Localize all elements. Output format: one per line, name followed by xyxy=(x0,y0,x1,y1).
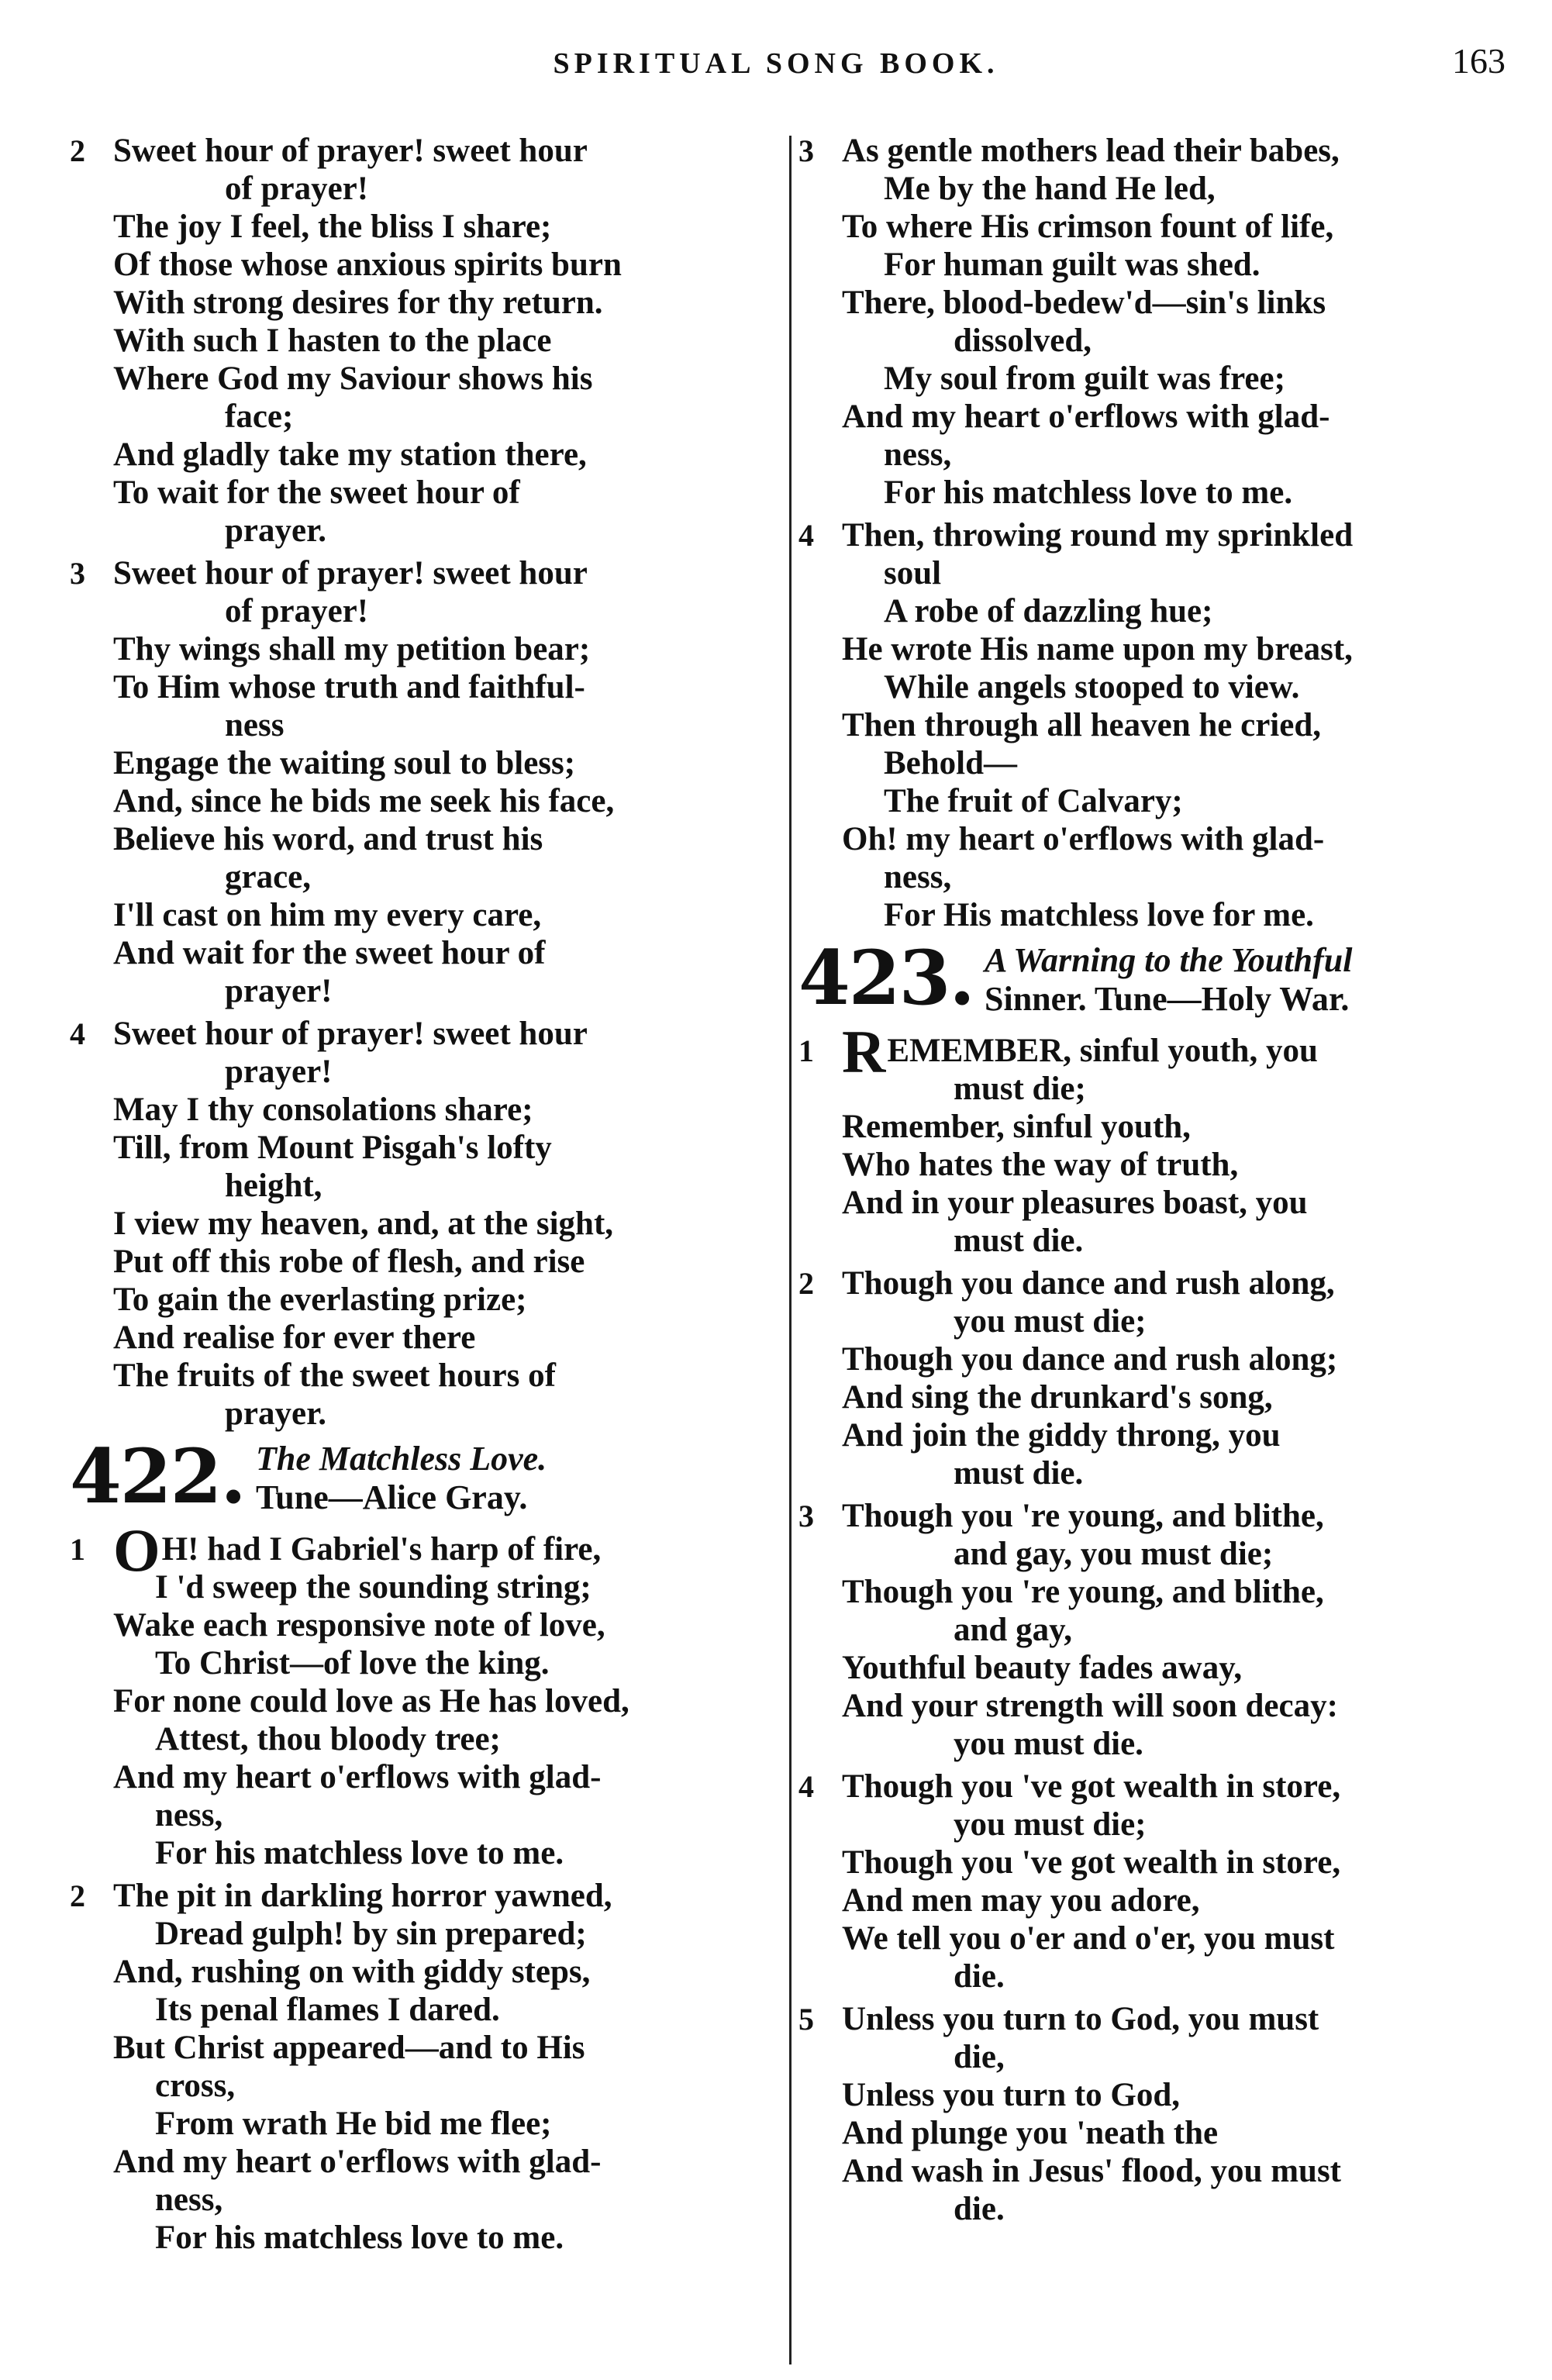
verse-line: The joy I feel, the bliss I share; xyxy=(113,209,552,245)
verse-line: While angels stooped to view. xyxy=(884,669,1300,705)
verse-line: dissolved, xyxy=(954,323,1092,359)
verse-line: Of those whose anxious spirits burn xyxy=(113,247,622,283)
verse-line: Engage the waiting soul to bless; xyxy=(113,745,576,781)
verse-number: 4 xyxy=(798,518,814,553)
verse-line: And your strength will soon decay: xyxy=(842,1688,1338,1724)
verse-line: With strong desires for thy return. xyxy=(113,285,603,321)
verse-line: Youthful beauty fades away, xyxy=(842,1650,1243,1686)
verse-line: For his matchless love to me. xyxy=(155,2220,564,2256)
verse-line: May I thy consolations share; xyxy=(113,1092,533,1128)
verse-line: Though you dance and rush along; xyxy=(842,1341,1338,1378)
verse-line: die. xyxy=(954,2191,1005,2227)
verse-line: There, blood-bedew'd—sin's links xyxy=(842,285,1326,321)
verse-line: Till, from Mount Pisgah's lofty xyxy=(113,1130,552,1166)
verse-line: To Him whose truth and faithful- xyxy=(113,669,585,705)
verse-line: face; xyxy=(225,398,294,435)
verse-line: ness, xyxy=(884,859,952,895)
verse-line: Then through all heaven he cried, xyxy=(842,707,1321,743)
hymn-number: 423. xyxy=(798,934,974,1022)
verse-number: 4 xyxy=(70,1016,85,1051)
verse-421-2 xyxy=(70,132,767,550)
verse-line-text: EMEMBER, sinful youth, you xyxy=(887,1033,1318,1069)
verse-line: Though you 've got wealth in store, xyxy=(842,1844,1341,1881)
verse-line: Sweet hour of prayer! sweet hour xyxy=(113,133,588,169)
verse-line: To where His crimson fount of life, xyxy=(842,209,1334,245)
verse-number: 3 xyxy=(798,1499,814,1533)
verse-line: For human guilt was shed. xyxy=(884,247,1261,283)
verse-line: We tell you o'er and o'er, you must xyxy=(842,1920,1335,1957)
verse-line: The fruit of Calvary; xyxy=(884,783,1183,819)
hymn-tune: Tune—Alice Gray. xyxy=(256,1478,528,1516)
verse-line: Put off this robe of flesh, and rise xyxy=(113,1243,585,1280)
hymn-heading-422 xyxy=(70,1433,767,1524)
verse-line: And my heart o'erflows with glad- xyxy=(842,398,1330,435)
verse-422-3 xyxy=(798,132,1512,512)
verse-line: And realise for ever there xyxy=(113,1319,476,1356)
verse-423-1 xyxy=(798,1018,1512,1260)
verse-line: prayer. xyxy=(225,1395,326,1432)
verse-423-5 xyxy=(798,2000,1512,2228)
verse-line: For none could love as He has loved, xyxy=(113,1683,629,1719)
verse-line: And in your pleasures boast, you xyxy=(842,1185,1308,1221)
running-head: SPIRITUAL SONG BOOK. xyxy=(553,47,999,80)
verse-line: Where God my Saviour shows his xyxy=(113,360,593,397)
verse-line: And plunge you 'neath the xyxy=(842,2115,1219,2151)
hymn-title: A Warning to the Youthful xyxy=(985,941,1353,979)
verse-line: And sing the drunkard's song, xyxy=(842,1379,1273,1416)
verse-number: 4 xyxy=(798,1769,814,1804)
verse-line: ness xyxy=(225,707,285,743)
verse-line: For his matchless love to me. xyxy=(155,1835,564,1871)
verse-line: I view my heaven, and, at the sight, xyxy=(113,1206,614,1242)
verse-line xyxy=(70,1516,767,1584)
verse-line: And men may you adore, xyxy=(842,1882,1200,1919)
drop-cap: O xyxy=(113,1516,160,1584)
verse-line: I'll cast on him my every care, xyxy=(113,897,542,933)
verse-line: Though you 've got wealth in store, xyxy=(842,1768,1341,1805)
verse-line: Dread gulph! by sin prepared; xyxy=(155,1916,587,1952)
verse-line: From wrath He bid me flee; xyxy=(155,2106,552,2142)
verse-line: Me by the hand He led, xyxy=(884,171,1216,207)
hymn-number: 422. xyxy=(70,1433,245,1520)
right-column xyxy=(798,132,1512,2233)
verse-line: And wait for the sweet hour of xyxy=(113,935,546,971)
verse-422-2 xyxy=(70,1877,767,2257)
verse-line: Though you 're young, and blithe, xyxy=(842,1498,1324,1534)
verse-line: A robe of dazzling hue; xyxy=(884,593,1213,629)
verse-line: Sweet hour of prayer! sweet hour xyxy=(113,1016,588,1052)
verse-line: For his matchless love to me. xyxy=(884,474,1293,511)
verse-line: Oh! my heart o'erflows with glad- xyxy=(842,821,1325,857)
verse-line: must die. xyxy=(954,1455,1084,1492)
verse-line: prayer! xyxy=(225,973,333,1009)
verse-line-text: H! had I Gabriel's harp of fire, xyxy=(161,1531,602,1568)
verse-line: must die. xyxy=(954,1223,1084,1259)
column-divider xyxy=(789,136,792,2364)
verse-line: For His matchless love for me. xyxy=(884,897,1314,933)
verse-line: Unless you turn to God, xyxy=(842,2077,1181,2113)
verse-line: Thy wings shall my petition bear; xyxy=(113,631,591,667)
verse-line: die. xyxy=(954,1958,1005,1995)
verse-line: die, xyxy=(954,2039,1005,2075)
verse-line: Though you dance and rush along, xyxy=(842,1265,1335,1302)
verse-421-3 xyxy=(70,554,767,1010)
verse-line: And gladly take my station there, xyxy=(113,436,587,473)
verse-line: The pit in darkling horror yawned, xyxy=(113,1878,612,1914)
verse-line: of prayer! xyxy=(225,593,369,629)
verse-line: And my heart o'erflows with glad- xyxy=(113,1759,602,1795)
verse-line: And wash in Jesus' flood, you must xyxy=(842,2153,1341,2189)
hymn-title: The Matchless Love. xyxy=(256,1440,547,1478)
verse-423-4 xyxy=(798,1768,1512,1995)
verse-423-2 xyxy=(798,1264,1512,1492)
verse-line: And, rushing on with giddy steps, xyxy=(113,1954,591,1990)
verse-number: 2 xyxy=(70,1878,85,1913)
verse-line: Remember, sinful youth, xyxy=(842,1109,1191,1145)
verse-line: prayer! xyxy=(225,1054,333,1090)
verse-421-4 xyxy=(70,1015,767,1433)
verse-422-1 xyxy=(70,1516,767,1872)
verse-423-3 xyxy=(798,1497,1512,1763)
verse-line: must die; xyxy=(954,1071,1086,1107)
verse-line: I 'd sweep the sounding string; xyxy=(155,1569,591,1606)
verse-line: Believe his word, and trust his xyxy=(113,821,543,857)
verse-line: Behold— xyxy=(884,745,1018,781)
verse-line: cross, xyxy=(155,2068,236,2104)
verse-line: And join the giddy throng, you xyxy=(842,1417,1281,1454)
verse-line: Sweet hour of prayer! sweet hour xyxy=(113,555,588,592)
verse-line: soul xyxy=(884,555,942,592)
verse-line: And my heart o'erflows with glad- xyxy=(113,2144,602,2180)
hymn-heading-423 xyxy=(798,934,1512,1026)
verse-line: and gay, you must die; xyxy=(954,1536,1274,1572)
verse-line xyxy=(798,1018,1512,1085)
left-column xyxy=(70,132,767,2261)
hymn-tune: Sinner. Tune—Holy War. xyxy=(985,980,1350,1018)
verse-line: you must die. xyxy=(954,1726,1143,1762)
verse-line: Attest, thou bloody tree; xyxy=(155,1721,501,1757)
verse-line: grace, xyxy=(225,859,312,895)
drop-cap: R xyxy=(842,1018,886,1085)
verse-line: Wake each responsive note of love, xyxy=(113,1607,605,1644)
verse-number: 3 xyxy=(798,133,814,168)
verse-line: and gay, xyxy=(954,1612,1072,1648)
verse-line: As gentle mothers lead their babes, xyxy=(842,133,1340,169)
verse-line: To gain the everlasting prize; xyxy=(113,1281,527,1318)
page-header xyxy=(0,40,1552,87)
verse-line: To Christ—of love the king. xyxy=(155,1645,550,1682)
verse-line: Its penal flames I dared. xyxy=(155,1992,500,2028)
verse-line: With such I hasten to the place xyxy=(113,323,552,359)
verse-line: prayer. xyxy=(225,512,326,549)
verse-number: 5 xyxy=(798,2002,814,2037)
verse-line: height, xyxy=(225,1168,322,1204)
verse-number: 2 xyxy=(70,133,85,168)
verse-line: Then, throwing round my sprinkled xyxy=(842,517,1354,554)
verse-line: My soul from guilt was free; xyxy=(884,360,1285,397)
verse-line: Who hates the way of truth, xyxy=(842,1147,1239,1183)
verse-line: And, since he bids me seek his face, xyxy=(113,783,615,819)
verse-line: you must die; xyxy=(954,1303,1147,1340)
verse-line: ness, xyxy=(155,1797,223,1833)
verse-422-4 xyxy=(798,516,1512,934)
verse-number: 1 xyxy=(70,1532,85,1567)
verse-number: 3 xyxy=(70,556,85,591)
verse-line: The fruits of the sweet hours of xyxy=(113,1357,556,1394)
verse-number: 1 xyxy=(798,1033,814,1068)
verse-number: 2 xyxy=(798,1266,814,1301)
verse-line: ness, xyxy=(155,2182,223,2218)
verse-line: of prayer! xyxy=(225,171,369,207)
verse-line: To wait for the sweet hour of xyxy=(113,474,520,511)
page-number: 163 xyxy=(1452,41,1505,81)
verse-line: He wrote His name upon my breast, xyxy=(842,631,1353,667)
verse-line: Unless you turn to God, you must xyxy=(842,2001,1319,2037)
verse-line: ness, xyxy=(884,436,952,473)
verse-line: you must die; xyxy=(954,1806,1147,1843)
verse-line: Though you 're young, and blithe, xyxy=(842,1574,1324,1610)
verse-line: But Christ appeared—and to His xyxy=(113,2030,585,2066)
